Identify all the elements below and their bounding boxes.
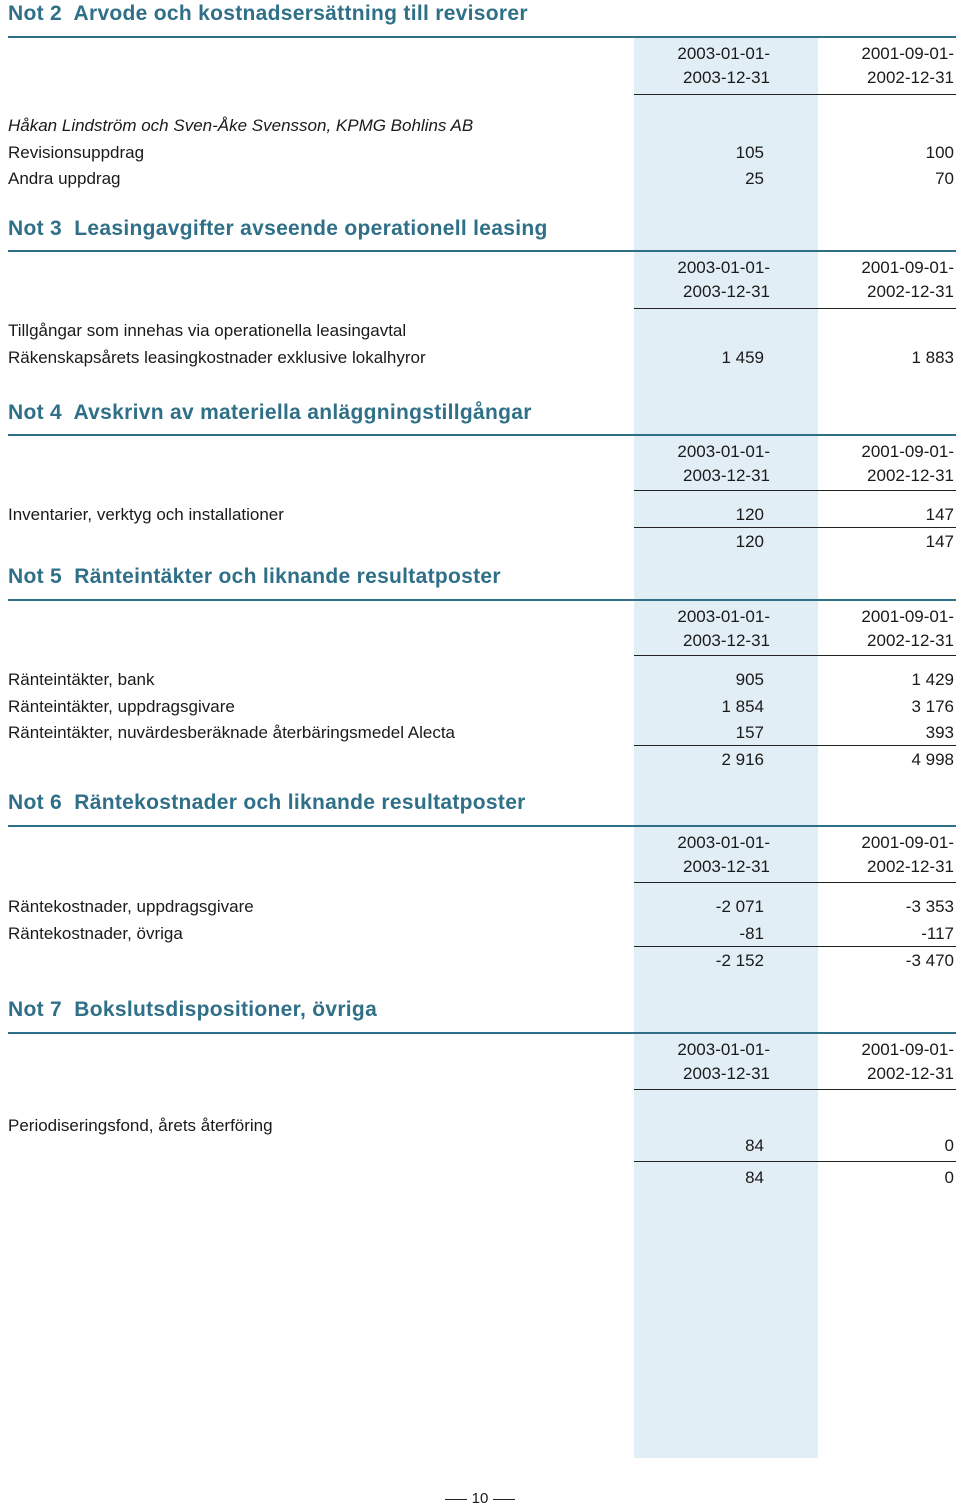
period-header-prior: 2001-09-01- 2002-12-31 xyxy=(861,442,954,485)
row-label: Räntekostnader, övriga xyxy=(8,924,183,943)
auditor-line: Håkan Lindström och Sven-Åke Svensson, KPMG Bohlins AB xyxy=(8,116,474,135)
note-number: Not 6 xyxy=(8,791,62,814)
header-rule xyxy=(634,655,956,656)
row-value-current: 25 xyxy=(745,169,764,188)
note-title: Arvode och kostnadsersättning till revisorer xyxy=(73,2,528,25)
note-7-heading xyxy=(8,998,377,1022)
note-6-heading xyxy=(8,791,526,815)
row-value-prior: 147 xyxy=(925,505,954,524)
row-label: Ränteintäkter, bank xyxy=(8,670,155,689)
note-number: Not 4 xyxy=(8,401,62,424)
total-rule xyxy=(634,1161,956,1162)
period-header-prior: 2001-09-01- 2002-12-31 xyxy=(861,1040,954,1083)
note-number: Not 5 xyxy=(8,565,62,588)
note-title: Ränteintäkter och liknande resultatposter xyxy=(74,565,501,588)
header-rule xyxy=(634,882,956,883)
row-label: Andra uppdrag xyxy=(8,169,121,188)
total-prior: 4 998 xyxy=(911,750,954,769)
dash-left xyxy=(445,1499,467,1500)
page-number xyxy=(0,1490,960,1507)
total-prior: -3 470 xyxy=(905,951,954,970)
note-title: Leasingavgifter avseende operationell leasing xyxy=(74,217,548,240)
header-rule xyxy=(634,308,956,309)
note-3-heading xyxy=(8,217,548,241)
row-label: Periodiseringsfond, årets återföring xyxy=(8,1116,273,1135)
heading-rule xyxy=(8,1032,956,1034)
row-label: Inventarier, verktyg och installationer xyxy=(8,505,284,524)
row-value-prior: 1 883 xyxy=(911,348,954,367)
row-value-prior: -117 xyxy=(921,924,954,943)
note-5-heading xyxy=(8,565,501,589)
period-header-current: 2003-01-01- 2003-12-31 xyxy=(677,607,770,650)
total-rule xyxy=(634,527,956,528)
heading-rule xyxy=(8,599,956,601)
row-value-prior: 3 176 xyxy=(911,697,954,716)
total-current: 2 916 xyxy=(721,750,764,769)
row-label: Räntekostnader, uppdragsgivare xyxy=(8,897,254,916)
total-current: -2 152 xyxy=(715,951,764,970)
total-prior: 0 xyxy=(944,1168,954,1187)
dash-right xyxy=(493,1499,515,1500)
note-number: Not 7 xyxy=(8,998,62,1021)
row-value-prior: 0 xyxy=(944,1136,954,1155)
note-number: Not 2 xyxy=(8,2,62,25)
period-header-current: 2003-01-01- 2003-12-31 xyxy=(677,1040,770,1083)
note-4-heading xyxy=(8,401,532,425)
subheading: Tillgångar som innehas via operationella leasingavtal xyxy=(8,321,407,340)
row-value-current: 120 xyxy=(735,505,764,524)
period-header-current: 2003-01-01- 2003-12-31 xyxy=(677,442,770,485)
heading-rule xyxy=(8,434,956,436)
page-number-value: 10 xyxy=(471,1490,489,1507)
period-header-current: 2003-01-01- 2003-12-31 xyxy=(677,258,770,301)
period-header-current: 2003-01-01- 2003-12-31 xyxy=(677,44,770,87)
period-header-prior: 2001-09-01- 2002-12-31 xyxy=(861,607,954,650)
header-rule xyxy=(634,490,956,491)
row-value-current: 905 xyxy=(735,670,764,689)
note-title: Avskrivn av materiella anläggningstillgångar xyxy=(73,401,532,424)
note-title: Räntekostnader och liknande resultatposter xyxy=(74,791,526,814)
period-header-prior: 2001-09-01- 2002-12-31 xyxy=(861,258,954,301)
row-value-current: 1 459 xyxy=(721,348,764,367)
row-value-current: -2 071 xyxy=(715,897,764,916)
row-label: Räkenskapsårets leasingkostnader exklusive lokalhyror xyxy=(8,348,426,367)
row-value-current: 1 854 xyxy=(721,697,764,716)
row-label: Ränteintäkter, nuvärdesberäknade återbäringsmedel Alecta xyxy=(8,723,456,742)
header-rule xyxy=(634,94,956,95)
total-prior: 147 xyxy=(925,532,954,551)
heading-rule xyxy=(8,250,956,252)
period-header-prior: 2001-09-01- 2002-12-31 xyxy=(861,44,954,87)
row-value-current: 84 xyxy=(745,1136,764,1155)
row-label: Ränteintäkter, uppdragsgivare xyxy=(8,697,235,716)
row-value-current: 105 xyxy=(735,143,764,162)
total-rule xyxy=(634,745,956,746)
header-rule xyxy=(634,1089,956,1090)
row-value-prior: 70 xyxy=(935,169,954,188)
row-value-prior: 1 429 xyxy=(911,670,954,689)
period-header-prior: 2001-09-01- 2002-12-31 xyxy=(861,833,954,876)
row-value-prior: 393 xyxy=(925,723,954,742)
total-current: 84 xyxy=(745,1168,764,1187)
note-title: Bokslutsdispositioner, övriga xyxy=(74,998,378,1021)
row-value-current: -81 xyxy=(739,924,764,943)
row-value-current: 157 xyxy=(735,723,764,742)
period-header-current: 2003-01-01- 2003-12-31 xyxy=(677,833,770,876)
heading-rule xyxy=(8,825,956,827)
note-2-heading xyxy=(8,2,528,26)
row-value-prior: 100 xyxy=(925,143,954,162)
total-current: 120 xyxy=(735,532,764,551)
note-number: Not 3 xyxy=(8,217,62,240)
total-rule xyxy=(634,946,956,947)
row-value-prior: -3 353 xyxy=(905,897,954,916)
heading-rule xyxy=(8,36,956,38)
row-label: Revisionsuppdrag xyxy=(8,143,145,162)
